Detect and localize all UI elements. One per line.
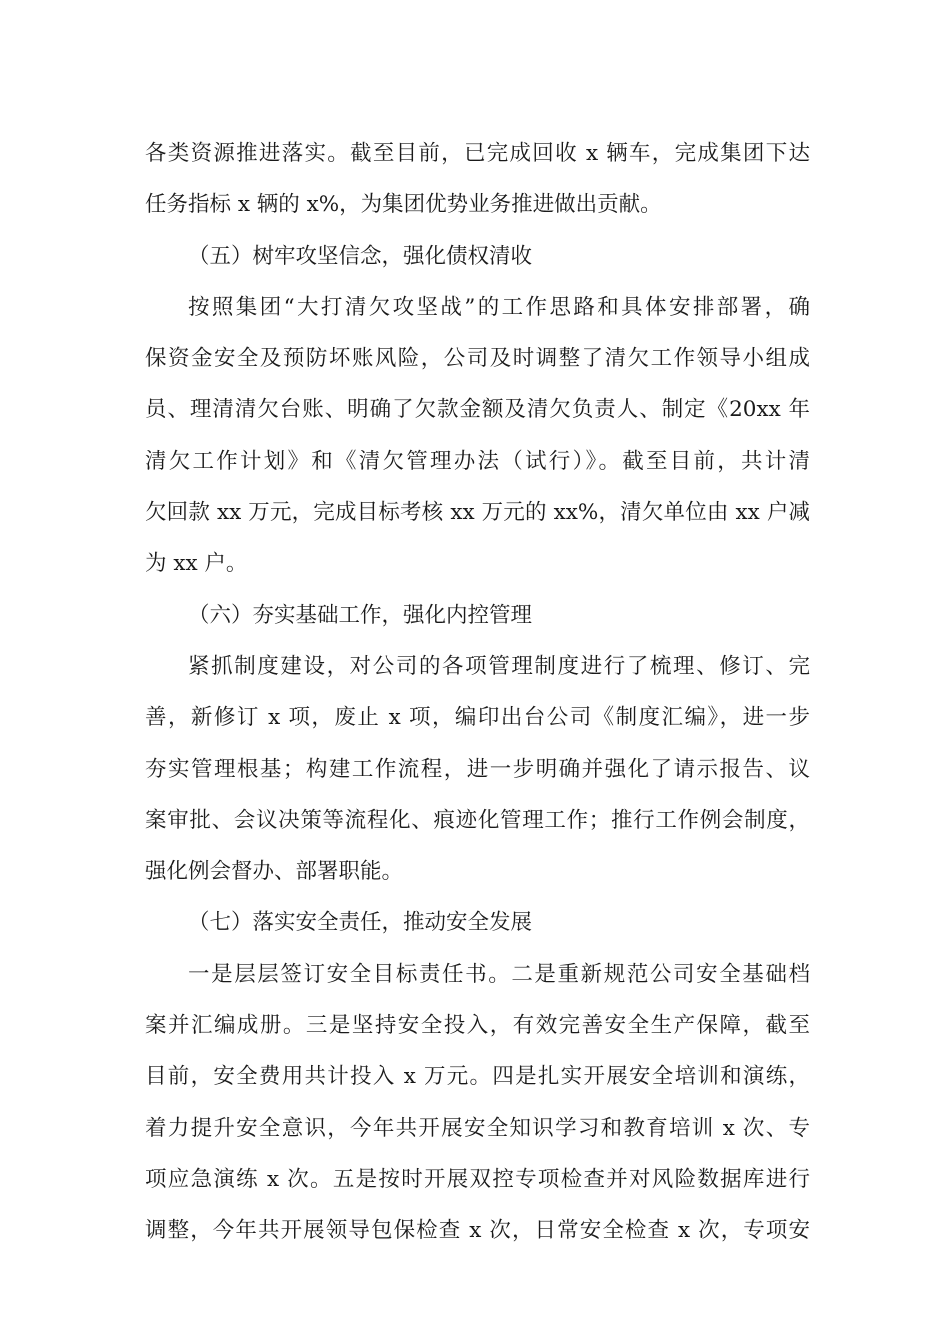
section-heading-5: （五）树牢攻坚信念，强化债权清收 bbox=[188, 243, 533, 269]
text-line: 项应急演练 x 次。五是按时开展双控专项检查并对风险数据库进行 bbox=[145, 1166, 810, 1192]
text-line: 保资金安全及预防坏账风险，公司及时调整了清欠工作领导小组成 bbox=[145, 346, 810, 372]
text-line: 着力提升安全意识，今年共开展安全知识学习和教育培训 x 次、专 bbox=[145, 1115, 810, 1141]
text-line: 一是层层签订安全目标责任书。二是重新规范公司安全基础档 bbox=[188, 961, 810, 987]
text-line: 各类资源推进落实。截至目前，已完成回收 x 辆车，完成集团下达 bbox=[145, 141, 810, 166]
section-heading-6: （六）夯实基础工作，强化内控管理 bbox=[188, 602, 533, 628]
text-line: 善，新修订 x 项，废止 x 项，编印出台公司《制度汇编》，进一步 bbox=[145, 705, 810, 731]
text-line: 夯实管理根基；构建工作流程，进一步明确并强化了请示报告、议 bbox=[145, 756, 810, 782]
document-body bbox=[145, 128, 810, 1257]
text-line: 任务指标 x 辆的 x%，为集团优势业务推进做出贡献。 bbox=[145, 192, 662, 218]
text-line: 清欠工作计划》和《清欠管理办法（试行）》。截至目前，共计清 bbox=[145, 448, 810, 474]
text-line: 案审批、会议决策等流程化、痕迹化管理工作；推行工作例会制度， bbox=[145, 807, 810, 833]
text-line: 案并汇编成册。三是坚持安全投入，有效完善安全生产保障，截至 bbox=[145, 1013, 810, 1039]
text-line: 强化例会督办、部署职能。 bbox=[145, 859, 404, 885]
text-line: 欠回款 xx 万元，完成目标考核 xx 万元的 xx%，清欠单位由 xx 户减 bbox=[145, 500, 810, 526]
text-line: 为 xx 户。 bbox=[145, 551, 248, 577]
text-line: 员、理清清欠台账、明确了欠款金额及清欠负责人、制定《20xx 年 bbox=[145, 397, 810, 423]
section-heading-7: （七）落实安全责任，推动安全发展 bbox=[188, 910, 533, 936]
text-line: 调整，今年共开展领导包保检查 x 次，日常安全检查 x 次，专项安 bbox=[145, 1218, 810, 1244]
text-line: 按照集团“大打清欠攻坚战”的工作思路和具体安排部署，确 bbox=[188, 294, 810, 320]
text-line: 紧抓制度建设，对公司的各项管理制度进行了梳理、修订、完 bbox=[188, 653, 810, 679]
text-line: 目前，安全费用共计投入 x 万元。四是扎实开展安全培训和演练， bbox=[145, 1064, 810, 1090]
